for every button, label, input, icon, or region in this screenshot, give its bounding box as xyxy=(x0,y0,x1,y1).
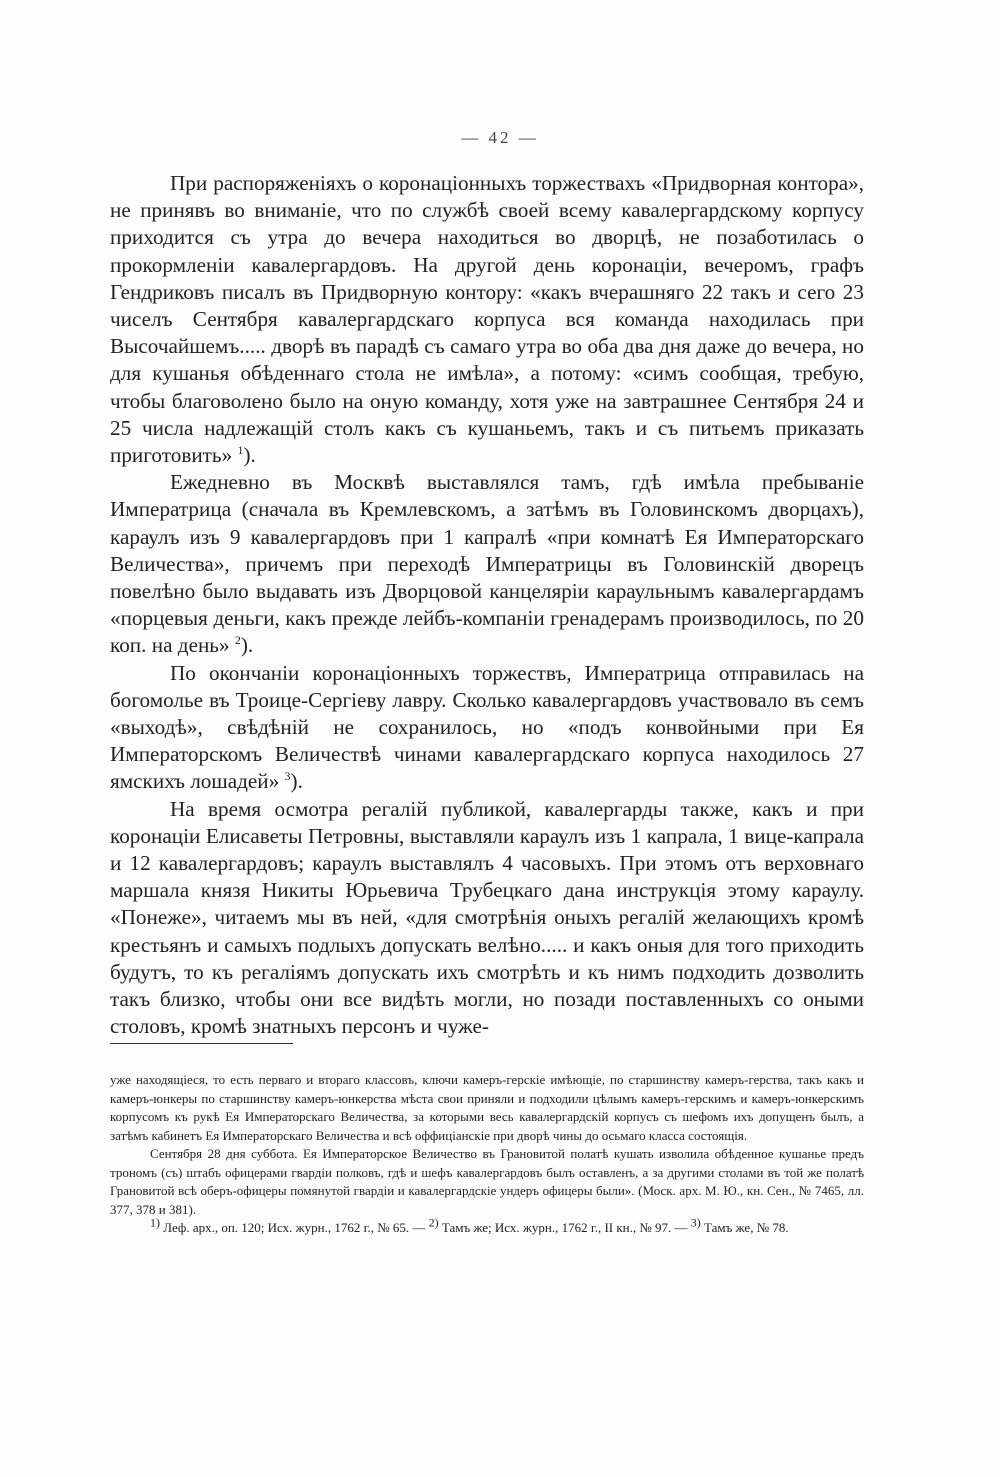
paragraph: На время осмотра регалій публикой, кавалергарды также, какъ и при коронаціи Елисаветы Петровны, выставляли караулъ изъ 1 капрала, 1 вице-капрала и 12 кавалергардовъ; караулъ выставлялъ 4 часовыхъ. При этомъ отъ верховнаго маршала князя Никиты Юрьевича Трубецкаго дана инструкція этому караулу. «Понеже», читаемъ мы въ ней, «для смотрѣнія оныхъ регалій желающихъ кромѣ крестьянъ и самыхъ подлыхъ допускать велѣно..... и какъ оныя для того приходить будутъ, то къ регаліямъ допускать ихъ смотрѣть и къ нимъ подходить дозволить такъ близко, чтобы они все видѣть могли, но позади поставленныхъ со оными столовъ, кромѣ знатныхъ персонъ и чуже- xyxy=(110,796,864,1039)
footnote-paragraph: Сентября 28 дня суббота. Ея Императорское Величество въ Грановитой полатѣ кушать изволила обѣденное кушанье предъ трономъ (съ) штабъ офицерами гвардіи полковъ, гдѣ и шефъ кавалергардовъ былъ оставленъ, а за другими столами въ той же полатѣ Грановитой всѣ оберъ-офицеры помянутой гвардіи и кавалергардскіе ундеръ офицеры были». (Моск. арх. М. Ю., кн. Сен., № 7465, лл. 377, 378 и 381). xyxy=(110,1146,864,1217)
note-ref: 3 xyxy=(284,769,291,784)
footnote-marker: 1) xyxy=(150,1215,160,1230)
note-ref: 1 xyxy=(237,442,244,457)
page-number: — 42 — xyxy=(461,128,539,147)
main-text xyxy=(110,170,864,1041)
footnote-divider xyxy=(110,1043,293,1044)
paragraph: Ежедневно въ Москвѣ выставлялся тамъ, гдѣ имѣла пребываніе Императрица (сначала въ Кремлевскомъ, а затѣмъ въ Головинскомъ дворцахъ), караулъ изъ 9 кавалергардовъ при 1 капралѣ «при комнатѣ Ея Императорскаго Величества», причемъ при переходѣ Императрицы въ Головинскій дворецъ повелѣно было выдавать изъ Дворцовой канцеляріи караульнымъ кавалергардамъ «порцевыя деньги, какъ прежде лейбъ-компаніи гренадерамъ производилось, по 20 коп. на день» $^2$). xyxy=(110,470,864,658)
footnotes xyxy=(110,1071,864,1238)
footnote-continuation: уже находящіеся, то есть перваго и втораго классовъ, ключи камеръ-герскіе имѣющіе, по старшинству камеръ-герства, такъ какъ и камеръ-юнкеры по старшинству камеръ-юнкерства мѣста свои приняли и подходили цѣлымъ камеръ-герскимъ и камеръ-юнкерскимъ корпусомъ къ рукѣ Ея Императорскаго Величества, за которыми весь кавалергардскій корпусъ съ шефомъ ихъ допущенъ былъ, а затѣмъ кабинетъ Ея Императорскаго Величества и всѣ оффиціанскіе при дворѣ чины до осьмаго класса состоящія. xyxy=(110,1072,864,1143)
footnote-marker: 3) xyxy=(690,1215,701,1230)
footnote-marker: 2) xyxy=(428,1215,439,1230)
paragraph: При распоряженіяхъ о коронаціонныхъ торжествахъ «Придворная контора», не принявъ во вниманіе, что по службѣ своей всему кавалергардскому корпусу приходится съ утра до вечера находиться во дворцѣ, не позаботилась о прокормленіи кавалергардовъ. На другой день коронаціи, вечеромъ, графъ Гендриковъ писалъ въ Придворную контору: «какъ вчерашняго 22 такъ и сего 23 чиселъ Сентября кавалергардскаго корпуса вся команда находилась при Высочайшемъ..... дворѣ въ парадѣ съ самаго утра во оба два дня даже до вечера, но для кушанья обѣденнаго стола не имѣла», а потому: «симъ сообщая, требую, чтобы благоволено было на оную команду, хотя уже на завтрашнее Сентября 24 и 25 числа надлежащій столъ какъ съ кушаньемъ, такъ и съ питьемъ приказать приготовить» $^1$). xyxy=(110,171,864,468)
note-ref: 2 xyxy=(234,633,241,648)
paragraph: По окончаніи коронаціонныхъ торжествъ, Императрица отправилась на богомолье въ Троице-Сергіеву лавру. Сколько кавалергардовъ участвовало въ семъ «выходѣ», свѣдѣній не сохранилось, но «подъ конвойными при Ея Императорскомъ Величествѣ чинами кавалергардскаго корпуса находилось 27 ямскихъ лошадей» $^3$). xyxy=(110,660,864,794)
footnote-references: $^{1)}$ Леф. арх., оп. 120; Исх. журн., 1762 г., № 65. — $^{2)}$ Тамъ же; Исх. журн., 1762 г., II кн., № 97. — $^{3)}$ Тамъ же, № 78. xyxy=(150,1215,789,1235)
